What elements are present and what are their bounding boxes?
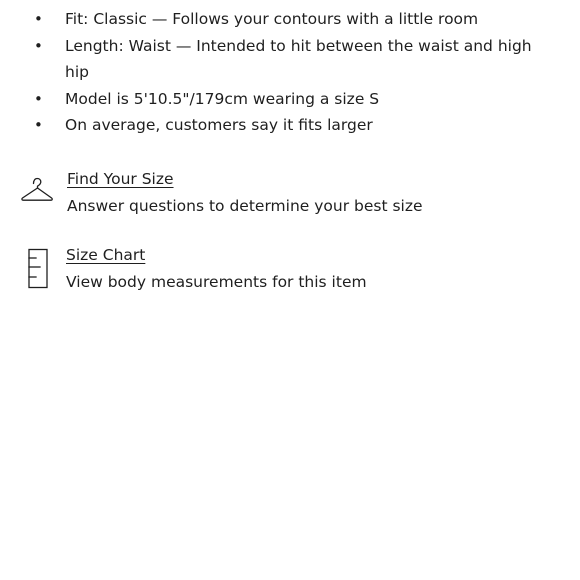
find-your-size-link[interactable]: Find Your Size [67, 170, 174, 188]
customer-fit-text: On average, customers say it fits larger [65, 116, 373, 135]
bullet-icon: • [34, 36, 43, 55]
hanger-icon [20, 174, 54, 210]
model-detail-item [0, 86, 560, 113]
fit-detail-item [0, 6, 560, 33]
length-detail-item [0, 33, 560, 86]
size-chart-description: View body measurements for this item [66, 273, 367, 291]
bullet-icon: • [34, 10, 43, 28]
ruler-icon [26, 248, 50, 294]
bullet-icon: • [34, 89, 43, 108]
fit-detail-text: Fit: Classic — Follows your contours with a little room [65, 10, 479, 28]
find-your-size-description: Answer questions to determine your best size [67, 197, 423, 215]
model-detail-text: Model is 5'10.5"/179cm wearing a size S [65, 89, 380, 108]
bullet-icon: • [34, 116, 43, 135]
fit-details-list [0, 6, 560, 139]
length-detail-text: Length: Waist — Intended to hit between the waist and high hip [65, 36, 532, 82]
size-chart-link[interactable]: Size Chart [66, 246, 146, 264]
customer-fit-item [0, 112, 560, 139]
